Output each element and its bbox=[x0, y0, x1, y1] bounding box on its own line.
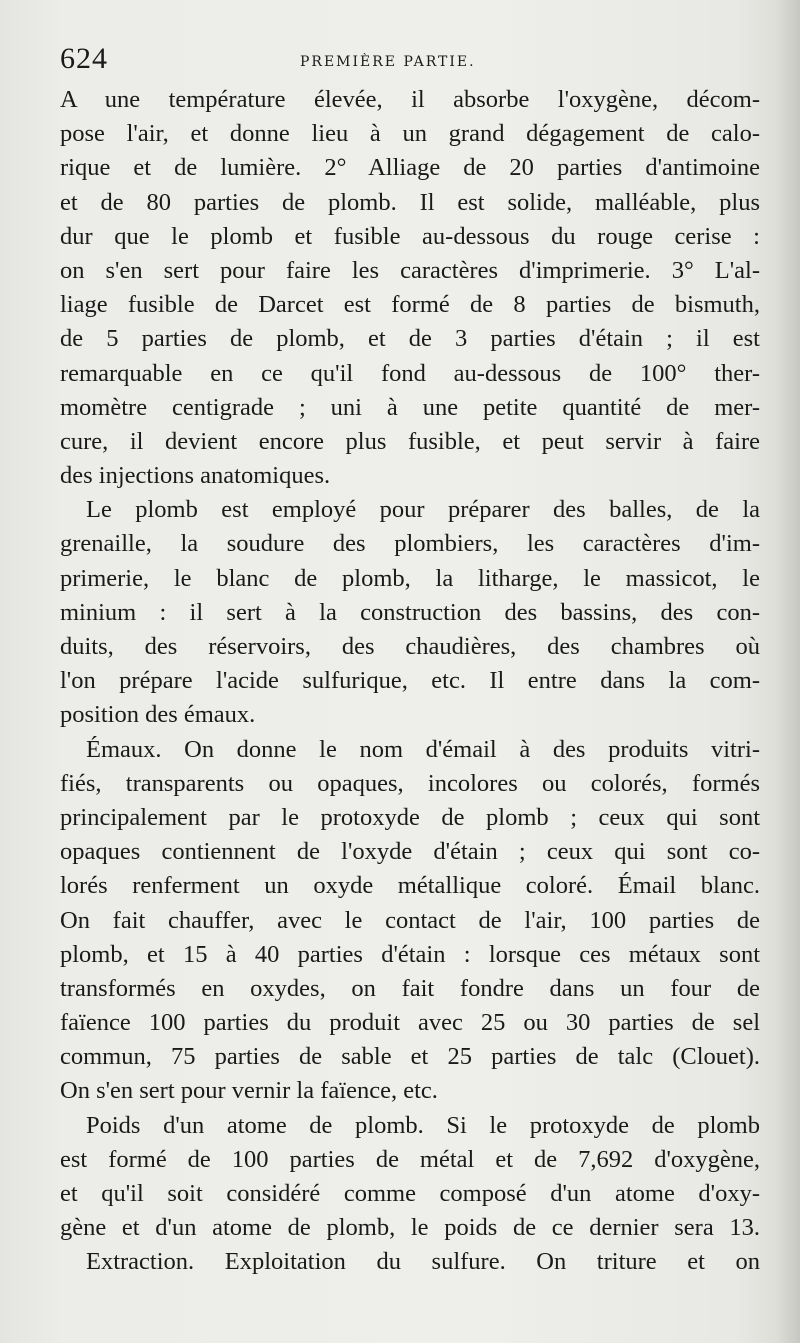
text-line: rique et de lumière. 2° Alliage de 20 parties d'antimoine bbox=[60, 154, 760, 182]
text-line: des injections anatomiques. bbox=[60, 462, 331, 490]
text-line: Extraction. Exploitation du sulfure. On triture et on bbox=[86, 1248, 760, 1276]
text-line: liage fusible de Darcet est formé de 8 parties de bismuth, bbox=[60, 291, 760, 319]
text-line: Poids d'un atome de plomb. Si le protoxyde de plomb bbox=[86, 1111, 760, 1139]
text-line: cure, il devient encore plus fusible, et peut servir à faire bbox=[60, 427, 760, 455]
text-line: remarquable en ce qu'il fond au-dessous de 100° ther- bbox=[60, 359, 760, 387]
text-line: on s'en sert pour faire les caractères d'imprimerie. 3° L'al- bbox=[60, 256, 760, 284]
running-head: PREMIÈRE PARTIE. bbox=[300, 54, 476, 70]
text-line: opaques contiennent de l'oxyde d'étain ; ceux qui sont co- bbox=[60, 838, 760, 866]
text-line: pose l'air, et donne lieu à un grand dégagement de calo- bbox=[60, 120, 760, 148]
text-line: est formé de 100 parties de métal et de 7,692 d'oxygène, bbox=[60, 1145, 760, 1173]
text-line: transformés en oxydes, on fait fondre dans un four de bbox=[60, 974, 760, 1002]
text-line: dur que le plomb et fusible au-dessous du rouge cerise : bbox=[60, 222, 760, 250]
text-line: commun, 75 parties de sable et 25 parties de talc (Clouet). bbox=[60, 1043, 760, 1071]
text-line: Émaux. On donne le nom d'émail à des produits vitri- bbox=[86, 735, 760, 763]
text-line: et de 80 parties de plomb. Il est solide, malléable, plus bbox=[60, 188, 760, 216]
text-line: de 5 parties de plomb, et de 3 parties d'étain ; il est bbox=[60, 325, 760, 353]
body-text bbox=[60, 83, 760, 1280]
text-line: primerie, le blanc de plomb, la litharge, le massicot, le bbox=[60, 564, 760, 592]
page-number: 624 bbox=[60, 42, 108, 75]
text-line: fiés, transparents ou opaques, incolores ou colorés, formés bbox=[60, 769, 760, 797]
text-line: minium : il sert à la construction des bassins, des con- bbox=[60, 598, 760, 626]
text-line: lorés renferment un oxyde métallique coloré. Émail blanc. bbox=[60, 872, 760, 900]
text-line: gène et d'un atome de plomb, le poids de ce dernier sera 13. bbox=[60, 1214, 760, 1242]
text-line: On fait chauffer, avec le contact de l'air, 100 parties de bbox=[60, 906, 760, 934]
page-edge-shadow bbox=[776, 0, 800, 1343]
text-line: On s'en sert pour vernir la faïence, etc. bbox=[60, 1077, 438, 1105]
text-line: l'on prépare l'acide sulfurique, etc. Il entre dans la com- bbox=[60, 667, 760, 695]
text-line: plomb, et 15 à 40 parties d'étain : lorsque ces métaux sont bbox=[60, 940, 760, 968]
text-line: principalement par le protoxyde de plomb ; ceux qui sont bbox=[60, 803, 760, 831]
text-line: grenaille, la soudure des plombiers, les caractères d'im- bbox=[60, 530, 760, 558]
text-line: duits, des réservoirs, des chaudières, des chambres où bbox=[60, 633, 760, 660]
text-line: position des émaux. bbox=[60, 701, 256, 729]
text-line: A une température élevée, il absorbe l'oxygène, décom- bbox=[60, 86, 760, 113]
page-header bbox=[60, 40, 760, 80]
text-line: faïence 100 parties du produit avec 25 ou 30 parties de sel bbox=[60, 1009, 760, 1037]
text-line: Le plomb est employé pour préparer des balles, de la bbox=[86, 496, 760, 524]
text-line: et qu'il soit considéré comme composé d'un atome d'oxy- bbox=[60, 1180, 760, 1207]
text-line: momètre centigrade ; uni à une petite quantité de mer- bbox=[60, 393, 760, 421]
